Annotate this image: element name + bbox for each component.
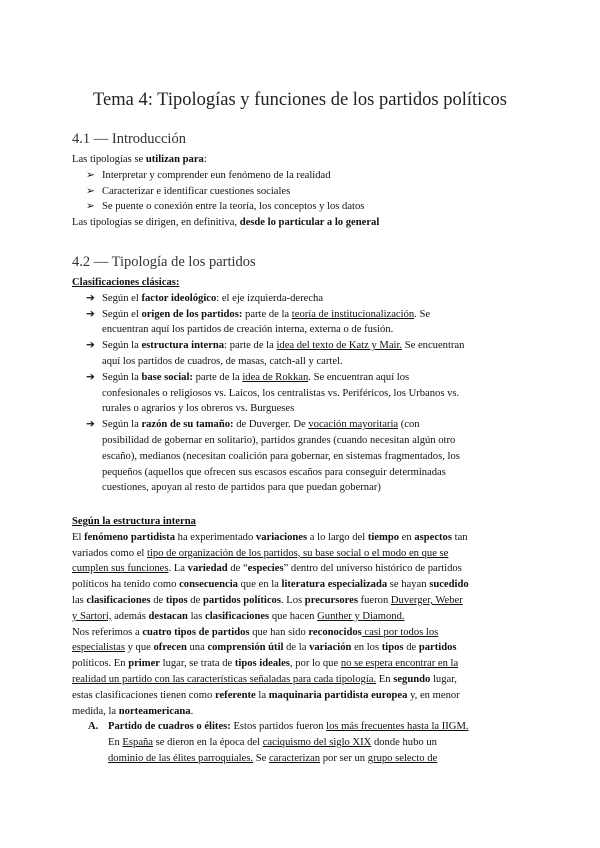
classic-block (72, 275, 542, 496)
classic-heading: Clasificaciones clásicas: (72, 277, 180, 288)
arrow-bullet-icon: ➔ (86, 308, 95, 320)
list-marker: A. (88, 721, 99, 733)
arrowhead-bullet-icon: ➢ (86, 185, 95, 197)
list-item: ➔ Según la base social: parte de la idea de Rokkan. Se encuentran aquí los confesionales o religiosos vs. Laicos, los centralistas vs. Periféricos, los Urbanos vs. rurales o agrarios y los obreros vs. Burgueses (72, 370, 542, 417)
list-item: ➔ Según la razón de su tamaño: de Duverger. De vocación mayoritaria (con posibilidad de gobernar en solitario), partidos grandes (cuando necesitan algún otro escaño), medianos (necesitan coalición para gobernar, en sistemas fragmentados, los pequeños (aquellos que ofrecen sus escasos escaños para conseguir determinadas cuestiones, apoyan al resto de partidos para que puedan gobernar) (72, 417, 542, 496)
arrow-bullet-icon: ➔ (86, 340, 95, 352)
list-item: ➢ Se puente o conexión entre la teoría, los conceptos y los datos (72, 199, 542, 215)
list-item: ➔ Según la estructura interna: parte de la idea del texto de Katz y Mair. Se encuentran aquí los partidos de cuadros, de masas, catch-all y cartel. (72, 338, 542, 370)
section-heading-introduccion: 4.1 — Introducción (72, 131, 186, 147)
page-title: Tema 4: Tipologías y funciones de los partidos políticos (93, 90, 507, 110)
list-item: ➔ Según el factor ideológico: el eje izquierda-derecha (72, 291, 542, 307)
structure-block (72, 514, 542, 767)
arrowhead-bullet-icon: ➢ (86, 201, 95, 213)
intro-block (72, 152, 542, 231)
list-item: ➢ Interpretar y comprender eun fenómeno de la realidad (72, 168, 542, 184)
section-heading-tipologia: 4.2 — Tipología de los partidos (72, 254, 256, 270)
paragraph-cuatro-tipos: Nos referimos a cuatro tipos de partidos que han sido reconocidos casi por todos los especialistas y que ofrecen una comprensión útil de la variación en los tipos de partidos políticos. En primer lugar, se trata de tipos ideales, por lo que no se espera encontrar en la realidad un partido con las características señaladas para cada tipología. En segundo lugar, estas clasificaciones tienen como referente la maquinaria partidista europea y, en menor medida, la norteamericana. (72, 626, 460, 717)
arrow-bullet-icon: ➔ (86, 371, 95, 383)
arrowhead-bullet-icon: ➢ (86, 169, 95, 181)
list-item: ➢ Caracterizar e identificar cuestiones sociales (72, 184, 542, 200)
intro-close: Las tipologías se dirigen, en definitiva, desde lo particular a lo general (72, 217, 380, 229)
paragraph-fenomeno: El fenómeno partidista ha experimentado variaciones a lo largo del tiempo en aspectos tan variados como el tipo de organización de los partidos, su base social o el modo en que se cumplen sus funciones. La variedad de “especies” dentro del universo histórico de partidos políticos ha tenido como consecuencia que en la literatura especializada se hayan sucedido las clasificaciones de tipos de partidos políticos. Los precursores fueron Duverger, Weber y Sartori, además destacan las clasificaciones que hacen Gunther y Diamond. (72, 531, 469, 622)
list-item: ➔ Según el origen de los partidos: parte de la teoría de institucionalización. Se encuentran aquí los partidos de creación interna, externa o de fusión. (72, 307, 542, 339)
intro-lead: Las tipologías se utilizan para: (72, 154, 207, 165)
list-item-point-a: A. Partido de cuadros o élites: Estos partidos fueron los más frecuentes hasta la IIGM. En España se dieron en la época del caciquismo del siglo XIX donde hubo un dominio de las élites parroquiales. Se caracterizan por ser un grupo selecto de (72, 719, 542, 766)
arrow-bullet-icon: ➔ (86, 419, 95, 431)
arrow-bullet-icon: ➔ (86, 292, 95, 304)
structure-heading: Según la estructura interna (72, 516, 196, 527)
